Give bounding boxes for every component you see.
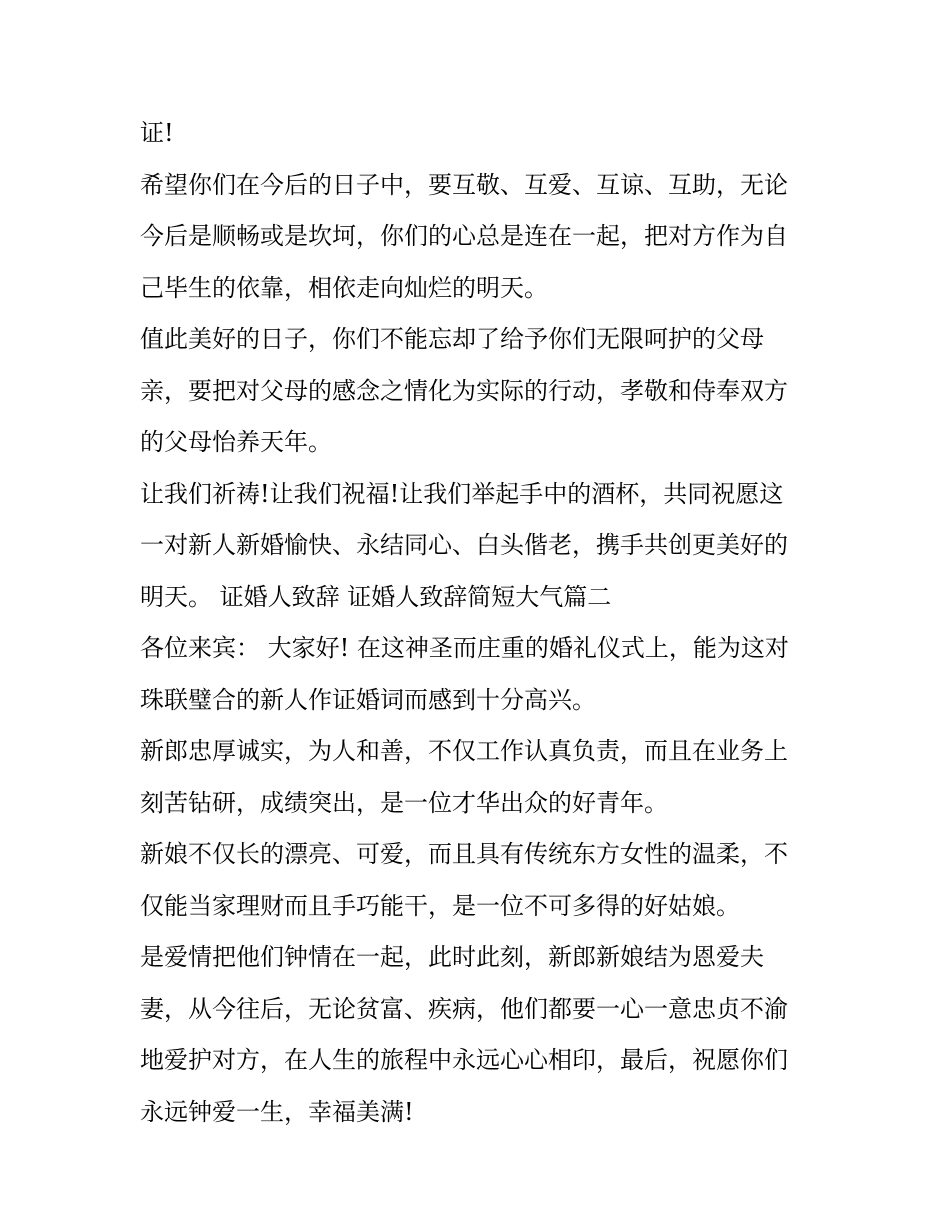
text-line: 新郎忠厚诚实，为人和善，不仅工作认真负责，而且在业务上 [140, 737, 788, 765]
text-line: 各位来宾： 大家好! 在这神圣而庄重的婚礼仪式上，能为这对 [140, 634, 789, 662]
text-line: 明天。 证婚人致辞 证婚人致辞简短大气篇二 [140, 582, 612, 611]
text-line: 妻，从今往后，无论贫富、疾病，他们都要一心一意忠贞不渝 [140, 994, 788, 1023]
text-line: 地爱护对方，在人生的旅程中永远心心相印，最后，祝愿你们 [140, 1046, 788, 1074]
document-body [140, 108, 830, 1138]
text-line: 证! [140, 119, 174, 147]
text-line: 亲，要把对父母的感念之情化为实际的行动，孝敬和侍奉双方 [140, 376, 788, 405]
text-line: 值此美好的日子，你们不能忘却了给予你们无限呵护的父母 [140, 325, 764, 353]
text-line: 仅能当家理财而且手巧能干，是一位不可多得的好姑娘。 [140, 891, 740, 920]
text-line: 让我们祈祷!让我们祝福!让我们举起手中的酒杯，共同祝愿这 [140, 479, 784, 508]
text-line: 新娘不仅长的漂亮、可爱，而且具有传统东方女性的温柔，不 [140, 840, 788, 868]
text-line: 己毕生的依靠，相依走向灿烂的明天。 [140, 273, 548, 302]
text-line: 一对新人新婚愉快、永结同心、白头偕老，携手共创更美好的 [140, 531, 788, 559]
text-line: 今后是顺畅或是坎坷，你们的心总是连在一起，把对方作为自 [140, 222, 788, 250]
text-line: 刻苦钻研，成绩突出，是一位才华出众的好青年。 [140, 788, 668, 817]
text-line: 希望你们在今后的日子中，要互敬、互爱、互谅、互助，无论 [140, 170, 788, 199]
text-line: 是爱情把他们钟情在一起，此时此刻，新郎新娘结为恩爱夫 [140, 943, 764, 971]
text-line: 珠联璧合的新人作证婚词而感到十分高兴。 [140, 685, 596, 714]
text-line: 永远钟爱一生，幸福美满! [140, 1097, 414, 1126]
text-line: 的父母怡养天年。 [140, 428, 332, 456]
